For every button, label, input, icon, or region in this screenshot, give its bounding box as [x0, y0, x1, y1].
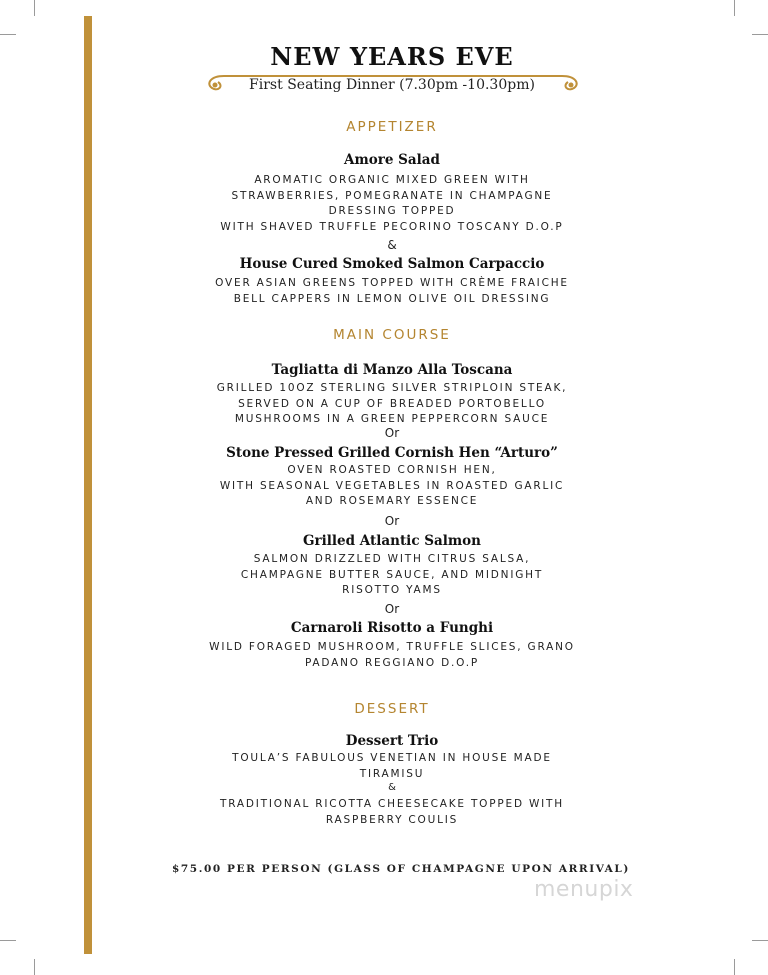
description-line: TOULA’S FABULOUS VENETIAN IN HOUSE MADE — [232, 752, 552, 764]
dish-name-cornish-hen: Stone Pressed Grilled Cornish Hen “Arturo” — [226, 445, 558, 461]
dish-name-salmon-carpaccio: House Cured Smoked Salmon Carpaccio — [239, 256, 545, 272]
dish-description-cheesecake — [112, 797, 672, 828]
gold-side-bar — [84, 16, 92, 954]
description-line: WITH SEASONAL VEGETABLES IN ROASTED GARLIC — [219, 479, 565, 492]
section-heading-dessert: DESSERT — [354, 701, 430, 717]
crop-mark-bottom-left-h — [0, 940, 16, 941]
description-line: RASPBERRY COULIS — [325, 813, 459, 826]
crop-mark-bottom-right-v — [734, 959, 735, 975]
description-line: TIRAMISU — [359, 767, 425, 780]
description-line: WITH SHAVED TRUFFLE PECORINO TOSCANY D.O.P — [220, 220, 564, 233]
description-line: STRAWBERRIES, POMEGRANATE IN CHAMPAGNE — [231, 189, 553, 202]
crop-mark-top-left-v — [34, 0, 35, 16]
dish-description-tagliatta — [112, 381, 672, 428]
section-heading-appetizer: APPETIZER — [346, 119, 438, 135]
section-heading-main-course: MAIN COURSE — [333, 327, 451, 343]
dish-description-risotto-funghi — [112, 640, 672, 671]
dish-description-atlantic-salmon — [112, 552, 672, 599]
description-line: OVER ASIAN GREENS TOPPED WITH CRÈME FRAICHE — [215, 277, 569, 289]
ampersand-separator: & — [387, 238, 397, 252]
dish-description-amore-salad — [112, 173, 672, 235]
dish-name-atlantic-salmon: Grilled Atlantic Salmon — [303, 533, 481, 549]
dish-description-dessert-trio — [112, 751, 672, 782]
description-line: SALMON DRIZZLED WITH CITRUS SALSA, — [253, 553, 531, 565]
crop-mark-bottom-right-h — [752, 940, 768, 941]
description-line: AND ROSEMARY ESSENCE — [305, 495, 479, 507]
description-line: OVEN ROASTED CORNISH HEN, — [287, 464, 497, 476]
dish-name-amore-salad: Amore Salad — [344, 152, 440, 168]
or-separator: Or — [384, 514, 400, 528]
description-line: WILD FORAGED MUSHROOM, TRUFFLE SLICES, GRANO — [209, 641, 575, 653]
description-line: SERVED ON A CUP OF BREADED PORTOBELLO — [238, 397, 546, 410]
dish-name-risotto-funghi: Carnaroli Risotto a Funghi — [290, 620, 494, 636]
menupix-watermark: menupix — [534, 877, 634, 902]
dish-description-cornish-hen — [112, 463, 672, 510]
description-line: TRADITIONAL RICOTTA CHEESECAKE TOPPED WITH — [220, 798, 564, 810]
crop-mark-bottom-left-v — [34, 959, 35, 975]
dish-description-salmon-carpaccio — [112, 276, 672, 307]
dish-name-dessert-trio: Dessert Trio — [345, 733, 439, 749]
crop-mark-top-left-h — [0, 34, 16, 35]
dish-name-tagliatta: Tagliatta di Manzo Alla Toscana — [271, 362, 513, 378]
description-line: MUSHROOMS IN A GREEN PEPPERCORN SAUCE — [234, 413, 550, 425]
description-line: DRESSING TOPPED — [328, 205, 456, 217]
crop-mark-top-right-v — [734, 0, 735, 16]
or-separator: Or — [384, 602, 400, 616]
crop-mark-top-right-h — [752, 34, 768, 35]
description-line: RISOTTO YAMS — [342, 584, 442, 596]
menu-title: NEW YEARS EVE — [270, 42, 514, 71]
description-line: GRILLED 10OZ STERLING SILVER STRIPLOIN STEAK, — [216, 382, 568, 394]
description-line: AROMATIC ORGANIC MIXED GREEN WITH — [254, 174, 530, 186]
ampersand-separator: & — [388, 782, 396, 793]
description-line: PADANO REGGIANO D.O.P — [304, 656, 480, 669]
description-line: BELL CAPPERS IN LEMON OLIVE OIL DRESSING — [233, 292, 551, 305]
description-line: CHAMPAGNE BUTTER SAUCE, AND MIDNIGHT — [240, 568, 544, 581]
seating-subtitle: First Seating Dinner (7.30pm -10.30pm) — [249, 77, 535, 93]
price-line: $75.00 PER PERSON (GLASS OF CHAMPAGNE UPON ARRIVAL) — [172, 863, 630, 875]
or-separator: Or — [384, 426, 400, 440]
